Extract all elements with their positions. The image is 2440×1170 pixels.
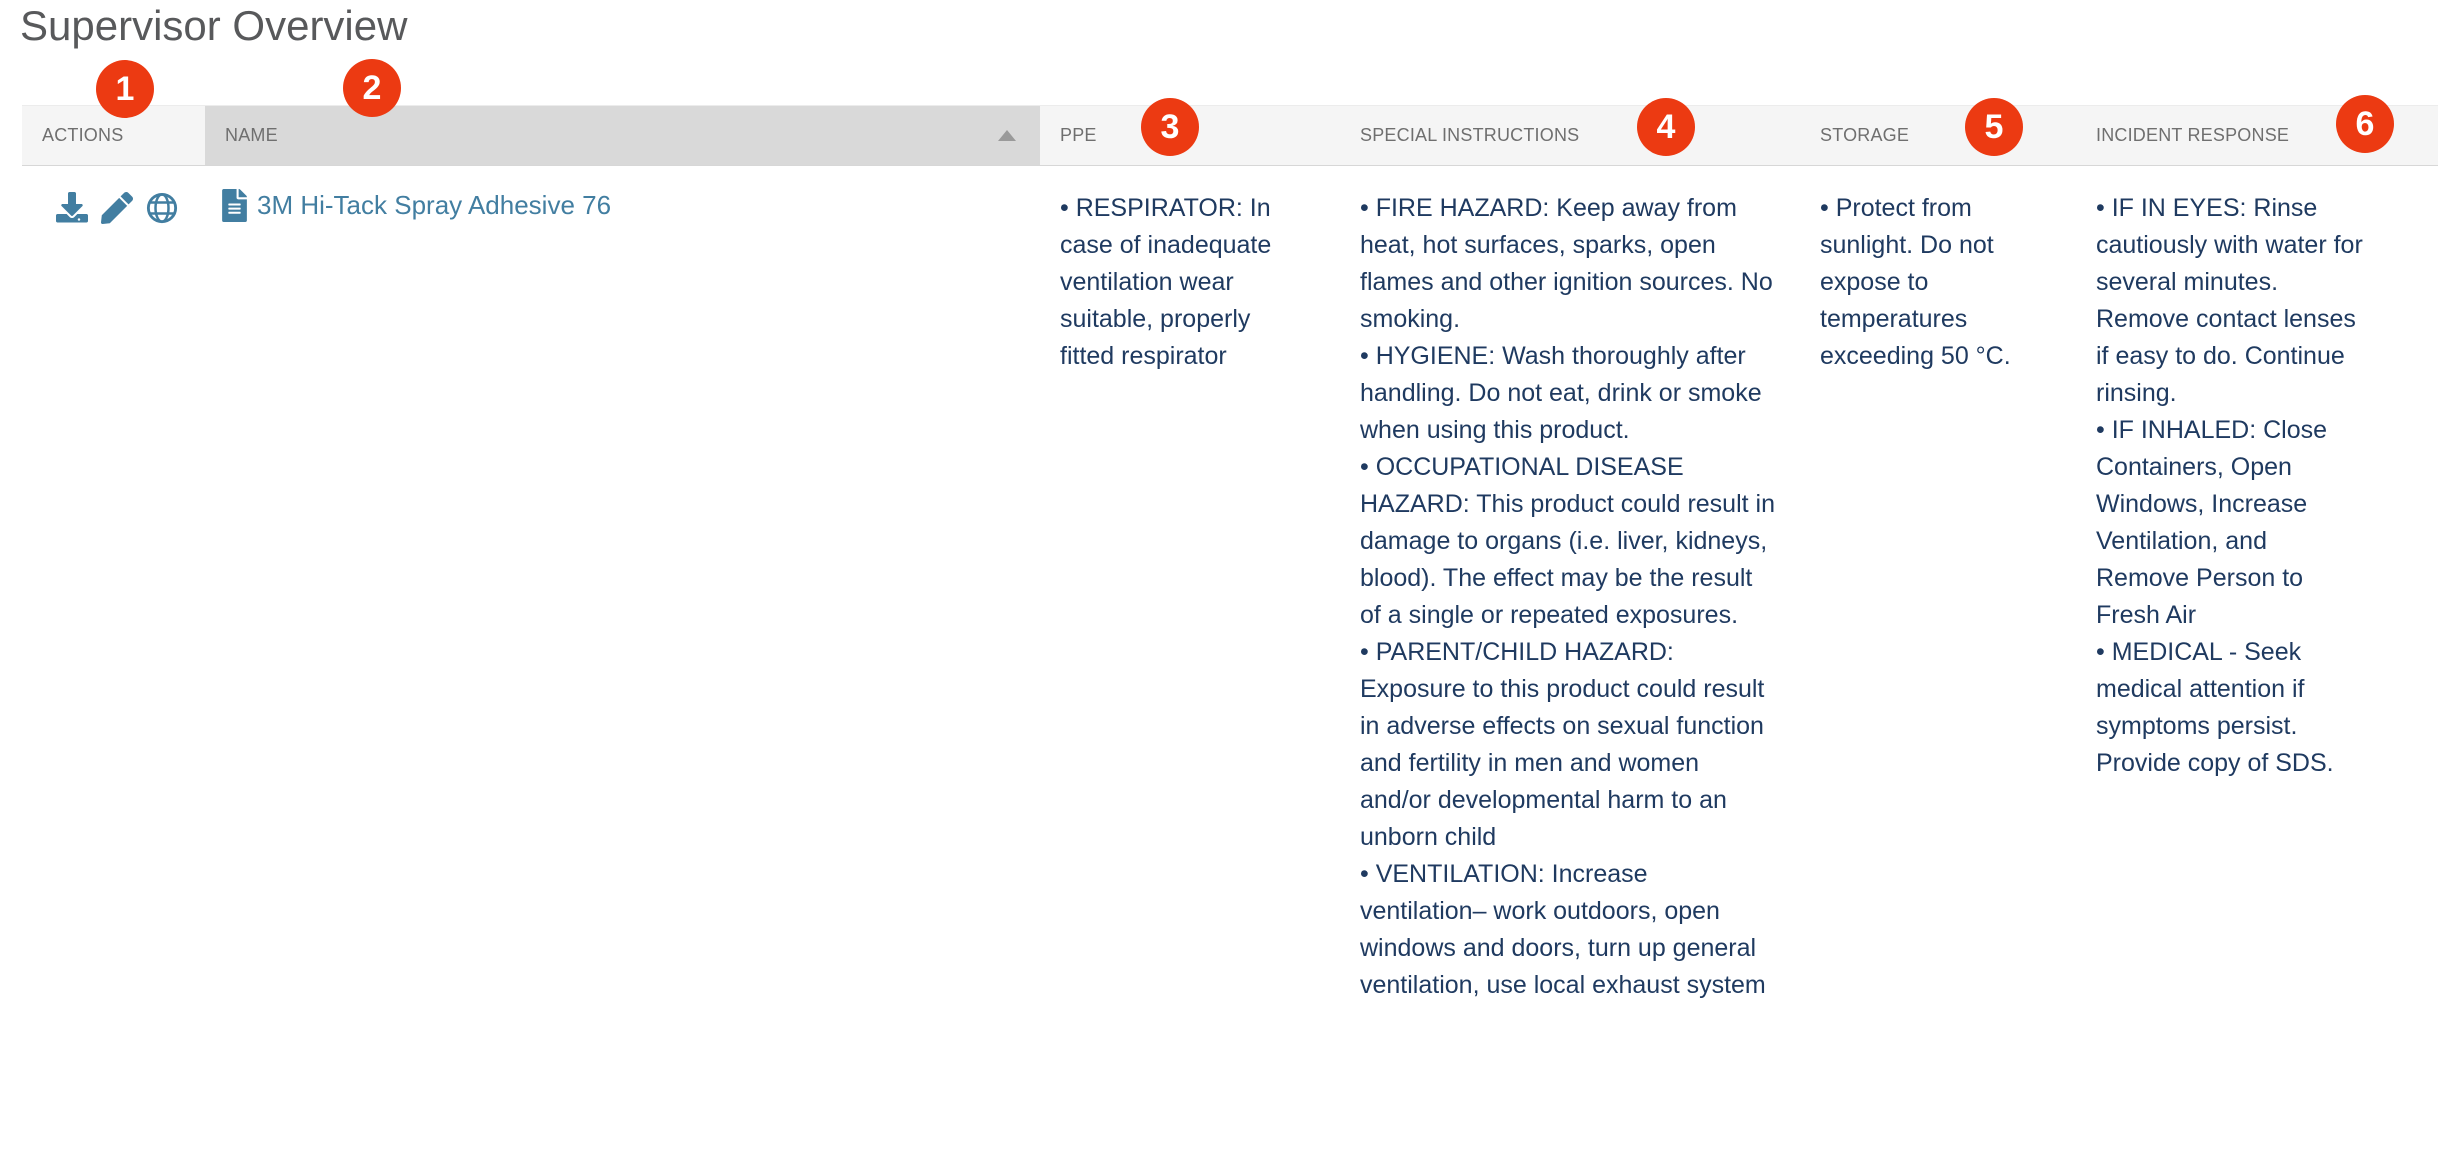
globe-icon[interactable] — [146, 192, 178, 224]
table-row — [22, 166, 2438, 1004]
annotation-badge-1: 1 — [96, 60, 154, 118]
edit-pencil-icon[interactable] — [101, 192, 133, 224]
sort-ascending-icon — [998, 130, 1016, 141]
ppe-cell — [1040, 166, 1340, 375]
incident-response-item: • IF INHALED: Close Containers, Open Windows, Increase Ventilation, and Remove Person to Fresh Air — [2096, 416, 2328, 629]
page-title: Supervisor Overview — [20, 2, 408, 49]
column-header-special-instructions[interactable] — [1340, 105, 1800, 166]
incident-response-item: • MEDICAL - Seek medical attention if symptoms persist. Provide copy of SDS. — [2096, 638, 2334, 777]
special-instruction-item: • HYGIENE: Wash thoroughly after handling. Do not eat, drink or smoke when using this product. — [1360, 342, 1762, 444]
special-instruction-item: • VENTILATION: Increase ventilation– work outdoors, open windows and doors, turn up general ventilation, use local exhaust system — [1360, 860, 1766, 999]
incident-response-item: • IF IN EYES: Rinse cautiously with water for several minutes. Remove contact lenses if easy to do. Continue rinsing. — [2096, 194, 2363, 407]
column-header-storage[interactable] — [1800, 105, 2076, 166]
special-instruction-item: • FIRE HAZARD: Keep away from heat, hot surfaces, sparks, open flames and other ignition sources. No smoking. — [1360, 194, 1773, 333]
actions-cell — [22, 166, 205, 224]
annotation-badge-4: 4 — [1637, 98, 1695, 156]
storage-cell — [1800, 166, 2076, 375]
annotation-badge-3: 3 — [1141, 98, 1199, 156]
column-header-actions-label: ACTIONS — [42, 125, 124, 145]
file-document-icon — [222, 189, 247, 222]
annotation-badge-2: 2 — [343, 59, 401, 117]
download-icon[interactable] — [56, 192, 88, 224]
column-header-name-label: NAME — [225, 125, 278, 145]
sds-products-table — [22, 105, 2438, 1004]
annotation-badge-5: 5 — [1965, 98, 2023, 156]
column-header-special-instructions-label: SPECIAL INSTRUCTIONS — [1360, 125, 1580, 145]
product-name-link[interactable]: 3M Hi-Tack Spray Adhesive 76 — [257, 190, 612, 220]
column-header-ppe-label: PPE — [1060, 125, 1097, 145]
column-header-name[interactable] — [205, 105, 1040, 166]
special-instructions-cell — [1340, 166, 1800, 1004]
column-header-storage-label: STORAGE — [1820, 125, 1910, 145]
storage-item: • Protect from sunlight. Do not expose to temperatures exceeding 50 °C. — [1820, 194, 2011, 370]
incident-response-cell — [2076, 166, 2438, 782]
annotation-badge-6: 6 — [2336, 95, 2394, 153]
column-header-incident-response-label: INCIDENT RESPONSE — [2096, 125, 2290, 145]
name-cell — [205, 166, 1040, 222]
special-instruction-item: • OCCUPATIONAL DISEASE HAZARD: This product could result in damage to organs (i.e. liver, kidneys, blood). The effect may be the result of a single or repeated exposures. — [1360, 453, 1775, 629]
special-instruction-item: • PARENT/CHILD HAZARD: Exposure to this product could result in adverse effects on sexual function and fertility in men and women and/or developmental harm to an unborn child — [1360, 638, 1765, 851]
ppe-item: • RESPIRATOR: In case of inadequate ventilation wear suitable, properly fitted respirator — [1060, 194, 1272, 370]
